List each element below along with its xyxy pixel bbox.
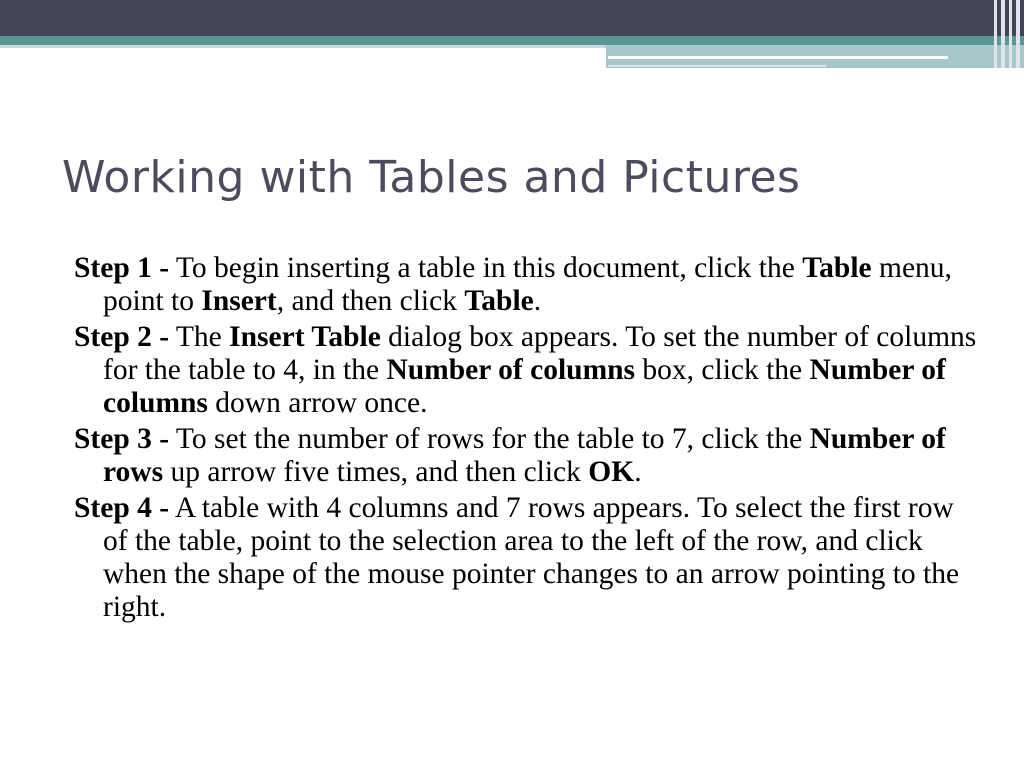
slide-title: Working with Tables and Pictures xyxy=(62,152,801,203)
step-label: Step 4 - xyxy=(74,492,170,524)
step-1 xyxy=(74,252,984,318)
step-text: A table with 4 columns and 7 rows appears. To select the first row of the table, point to the selection area to the left of the row, and click when the shape of the mouse pointer changes to an arrow pointing to the right. xyxy=(103,492,960,623)
step-text: To begin inserting a table in this document, click the xyxy=(175,252,803,284)
step-text: The xyxy=(175,321,230,353)
step-text-bold: OK xyxy=(588,456,635,488)
header-stripes-decoration xyxy=(990,0,1024,68)
step-text-bold: Insert xyxy=(201,285,277,317)
step-text: up arrow five times, and then click xyxy=(163,456,589,488)
step-text-bold: Table xyxy=(464,285,534,317)
step-text-bold: Number of columns xyxy=(103,354,946,419)
step-2 xyxy=(74,321,984,420)
header-band-right-line-lower xyxy=(608,65,826,67)
step-text: , and then click xyxy=(276,285,465,317)
step-text: . xyxy=(533,285,542,317)
header-band-right-line xyxy=(608,56,948,59)
step-text: down arrow once. xyxy=(207,387,428,419)
step-text-bold: Number of rows xyxy=(103,423,946,488)
step-label: Step 1 - xyxy=(74,252,170,284)
step-4 xyxy=(74,492,984,624)
header-band-light xyxy=(0,45,606,48)
step-label: Step 2 - xyxy=(74,321,170,353)
step-text: menu, point to xyxy=(103,252,952,317)
step-text-bold: Insert Table xyxy=(229,321,381,353)
header-band-dark xyxy=(0,0,1024,36)
header-band-teal xyxy=(0,36,1024,45)
step-text-bold: Number of columns xyxy=(386,354,636,386)
step-3 xyxy=(74,423,984,489)
step-text: box, click the xyxy=(635,354,810,386)
slide-body xyxy=(74,252,984,627)
step-text-bold: Table xyxy=(802,252,872,284)
step-label: Step 3 - xyxy=(74,423,170,455)
step-text: . xyxy=(634,456,642,488)
step-text: To set the number of rows for the table to 7, click the xyxy=(175,423,810,455)
step-text: dialog box appears. To set the number of columns for the table to 4, in the xyxy=(103,321,977,386)
